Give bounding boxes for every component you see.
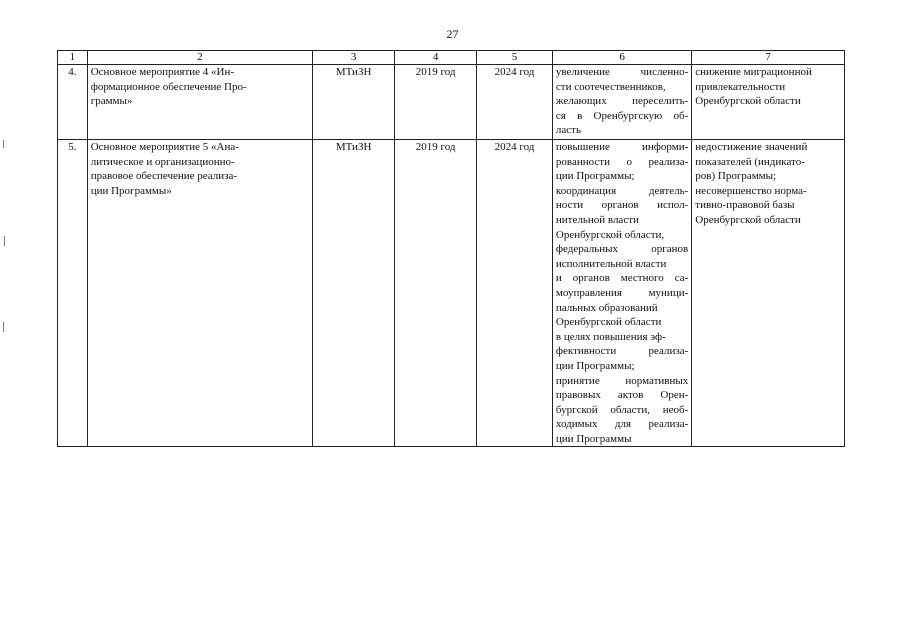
result-line: рованности о реализа- [555, 155, 689, 168]
expected-result [552, 140, 691, 447]
consequence: снижение миграционной привлекательности Оренбургской области [692, 65, 845, 140]
end-year: 2024 год [477, 65, 553, 140]
column-header: 3 [313, 51, 395, 65]
header-row [58, 51, 845, 65]
result-line: ности органов испол- [555, 199, 689, 212]
table-row [58, 140, 845, 447]
result-line: бургской области, необ- [555, 403, 689, 416]
column-header: 4 [395, 51, 477, 65]
result-line: ции Программы [555, 432, 632, 445]
result-line: федеральных органов [555, 243, 689, 256]
result-line: координация деятель- [555, 184, 689, 197]
measure-name: Основное мероприятие 5 «Ана- литическое и организационно- правовое обеспечение реализа- ции Программы» [87, 140, 312, 447]
row-number: 4. [58, 65, 88, 140]
result-line: ся в Оренбургскую об- [555, 109, 689, 122]
result-line: правовых актов Орен- [555, 389, 689, 402]
end-year: 2024 год [477, 140, 553, 447]
result-line: желающих переселить- [555, 95, 689, 108]
result-line: ции Программы; [555, 359, 635, 372]
measure-name: Основное мероприятие 4 «Ин- формационное обеспечение Про- граммы» [87, 65, 312, 140]
page-number: 27 [446, 27, 459, 41]
result-line: и органов местного са- [555, 272, 689, 285]
start-year: 2019 год [395, 65, 477, 140]
result-line: увеличение численно- [555, 66, 689, 78]
column-header: 5 [477, 51, 553, 65]
result-line: ции Программы; [555, 170, 635, 183]
result-line: исполнительной власти [555, 257, 667, 270]
result-line: фективности реализа- [555, 345, 689, 358]
row-number: 5. [58, 140, 88, 447]
column-header: 1 [58, 51, 88, 65]
result-line: ласть [555, 124, 581, 137]
program-table [57, 50, 845, 447]
column-header: 6 [552, 51, 691, 65]
scan-margin-mark [3, 322, 4, 332]
table-row [58, 65, 845, 140]
result-line: Оренбургской области, [555, 228, 665, 241]
scan-margin-mark [4, 236, 5, 246]
result-line: повышение информи- [555, 141, 689, 153]
result-line: нительной власти [555, 213, 639, 226]
column-header: 2 [87, 51, 312, 65]
expected-result [552, 65, 691, 140]
executor: МТиЗН [313, 65, 395, 140]
start-year: 2019 год [395, 140, 477, 447]
consequence: недостижение значений показателей (индикато- ров) Программы; несовершенство норма- тивно-правовой базы Оренбургской области [692, 140, 845, 447]
executor: МТиЗН [313, 140, 395, 447]
result-line: моуправления муници- [555, 286, 689, 299]
result-line: Оренбургской области [555, 316, 662, 329]
result-line: сти соотечественников, [555, 80, 666, 93]
result-line: в целях повышения эф- [555, 330, 666, 343]
result-line: принятие нормативных [555, 374, 689, 387]
result-line: пальных образований [555, 301, 658, 314]
scan-margin-mark [3, 140, 4, 148]
result-line: ходимых для реализа- [555, 418, 689, 431]
column-header: 7 [692, 51, 845, 65]
